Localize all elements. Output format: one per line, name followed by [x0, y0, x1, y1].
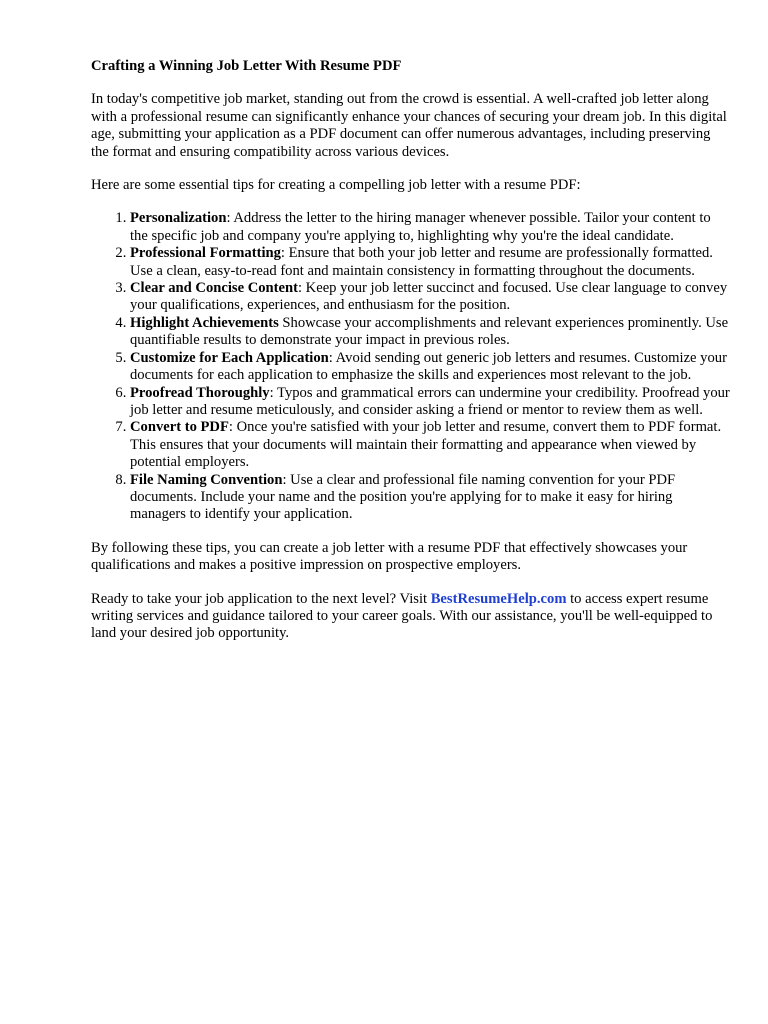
tip-term: Personalization — [130, 210, 227, 227]
tip-separator: : — [269, 384, 274, 401]
bestresumehelp-link[interactable]: BestResumeHelp.com — [430, 590, 567, 607]
tip-separator: : — [328, 349, 333, 366]
cta-text-before: Ready to take your job application to the next level? Visit — [91, 590, 431, 607]
list-item — [130, 472, 731, 524]
tip-separator: : — [297, 280, 303, 297]
tip-text: Use a clear and professional file naming convention for your PDF documents. Include your name and the position you're applying for to make it easy for hiring managers to identify your application. — [130, 471, 676, 523]
cta-paragraph — [91, 591, 731, 643]
tip-text: Keep your job letter succinct and focused. Use clear language to convey your qualifications, experiences, and enthusiasm for the position. — [130, 280, 728, 314]
list-item — [130, 245, 731, 280]
document-title: Crafting a Winning Job Letter With Resume PDF — [91, 58, 402, 74]
conclusion-paragraph: By following these tips, you can create a job letter with a resume PDF that effectively showcases your qualifications and makes a positive impression on prospective employers. — [91, 539, 688, 574]
tip-separator: : — [226, 210, 231, 227]
tip-text: Address the letter to the hiring manager whenever possible. Tailor your content to the specific job and company you're applying to, highlighting why you're the ideal candidate. — [130, 210, 711, 244]
tip-separator: : — [282, 471, 287, 488]
tip-text: Showcase your accomplishments and relevant experiences prominently. Use quantifiable results to demonstrate your impact in previous roles. — [130, 314, 729, 349]
tip-text: Ensure that both your job letter and resume are professionally formatted. Use a clean, easy-to-read font and maintain consistency in formatting throughout the documents. — [130, 245, 713, 279]
cta-text-after: to access expert resume writing services and guidance tailored to your career goals. With our assistance, you'll be well-equipped to land your desired job opportunity. — [91, 590, 713, 642]
tip-term: Proofread Thoroughly — [130, 384, 270, 401]
tip-term: Convert to PDF — [130, 419, 229, 436]
tip-term: File Naming Convention — [130, 471, 283, 488]
tip-text: Avoid sending out generic job letters and resumes. Customize your documents for each application to emphasize the skills and experiences most relevant to the job. — [130, 349, 727, 384]
tip-term: Professional Formatting — [130, 245, 281, 262]
tips-intro-paragraph: Here are some essential tips for creating a compelling job letter with a resume PDF: — [91, 177, 581, 194]
list-item — [130, 280, 731, 315]
list-item — [130, 350, 731, 385]
list-item — [130, 315, 731, 350]
tip-text: Typos and grammatical errors can undermine your credibility. Proofread your job letter and resume meticulously, and consider asking a friend or mentor to review them as well. — [130, 384, 730, 418]
tip-separator: : — [280, 245, 285, 262]
list-item — [130, 419, 731, 471]
tips-list — [91, 210, 731, 523]
document-body — [91, 58, 731, 659]
list-item — [130, 385, 731, 420]
tip-term: Customize for Each Application — [130, 349, 329, 366]
tip-term: Clear and Concise Content — [130, 280, 298, 297]
tip-text: Once you're satisfied with your job letter and resume, convert them to PDF format. This ensures that your documents will maintain their formatting and appearance when viewed by potential employers. — [130, 419, 722, 471]
list-item — [130, 210, 731, 245]
tip-separator: : — [228, 419, 233, 436]
intro-paragraph: In today's competitive job market, standing out from the crowd is essential. A well-crafted job letter along with a professional resume can significantly enhance your chances of securing your dream job. In this digital age, submitting your application as a PDF document can offer numerous advantages, including preserving the format and ensuring compatibility across various devices. — [91, 91, 727, 160]
tip-term: Highlight Achievements — [130, 314, 279, 331]
